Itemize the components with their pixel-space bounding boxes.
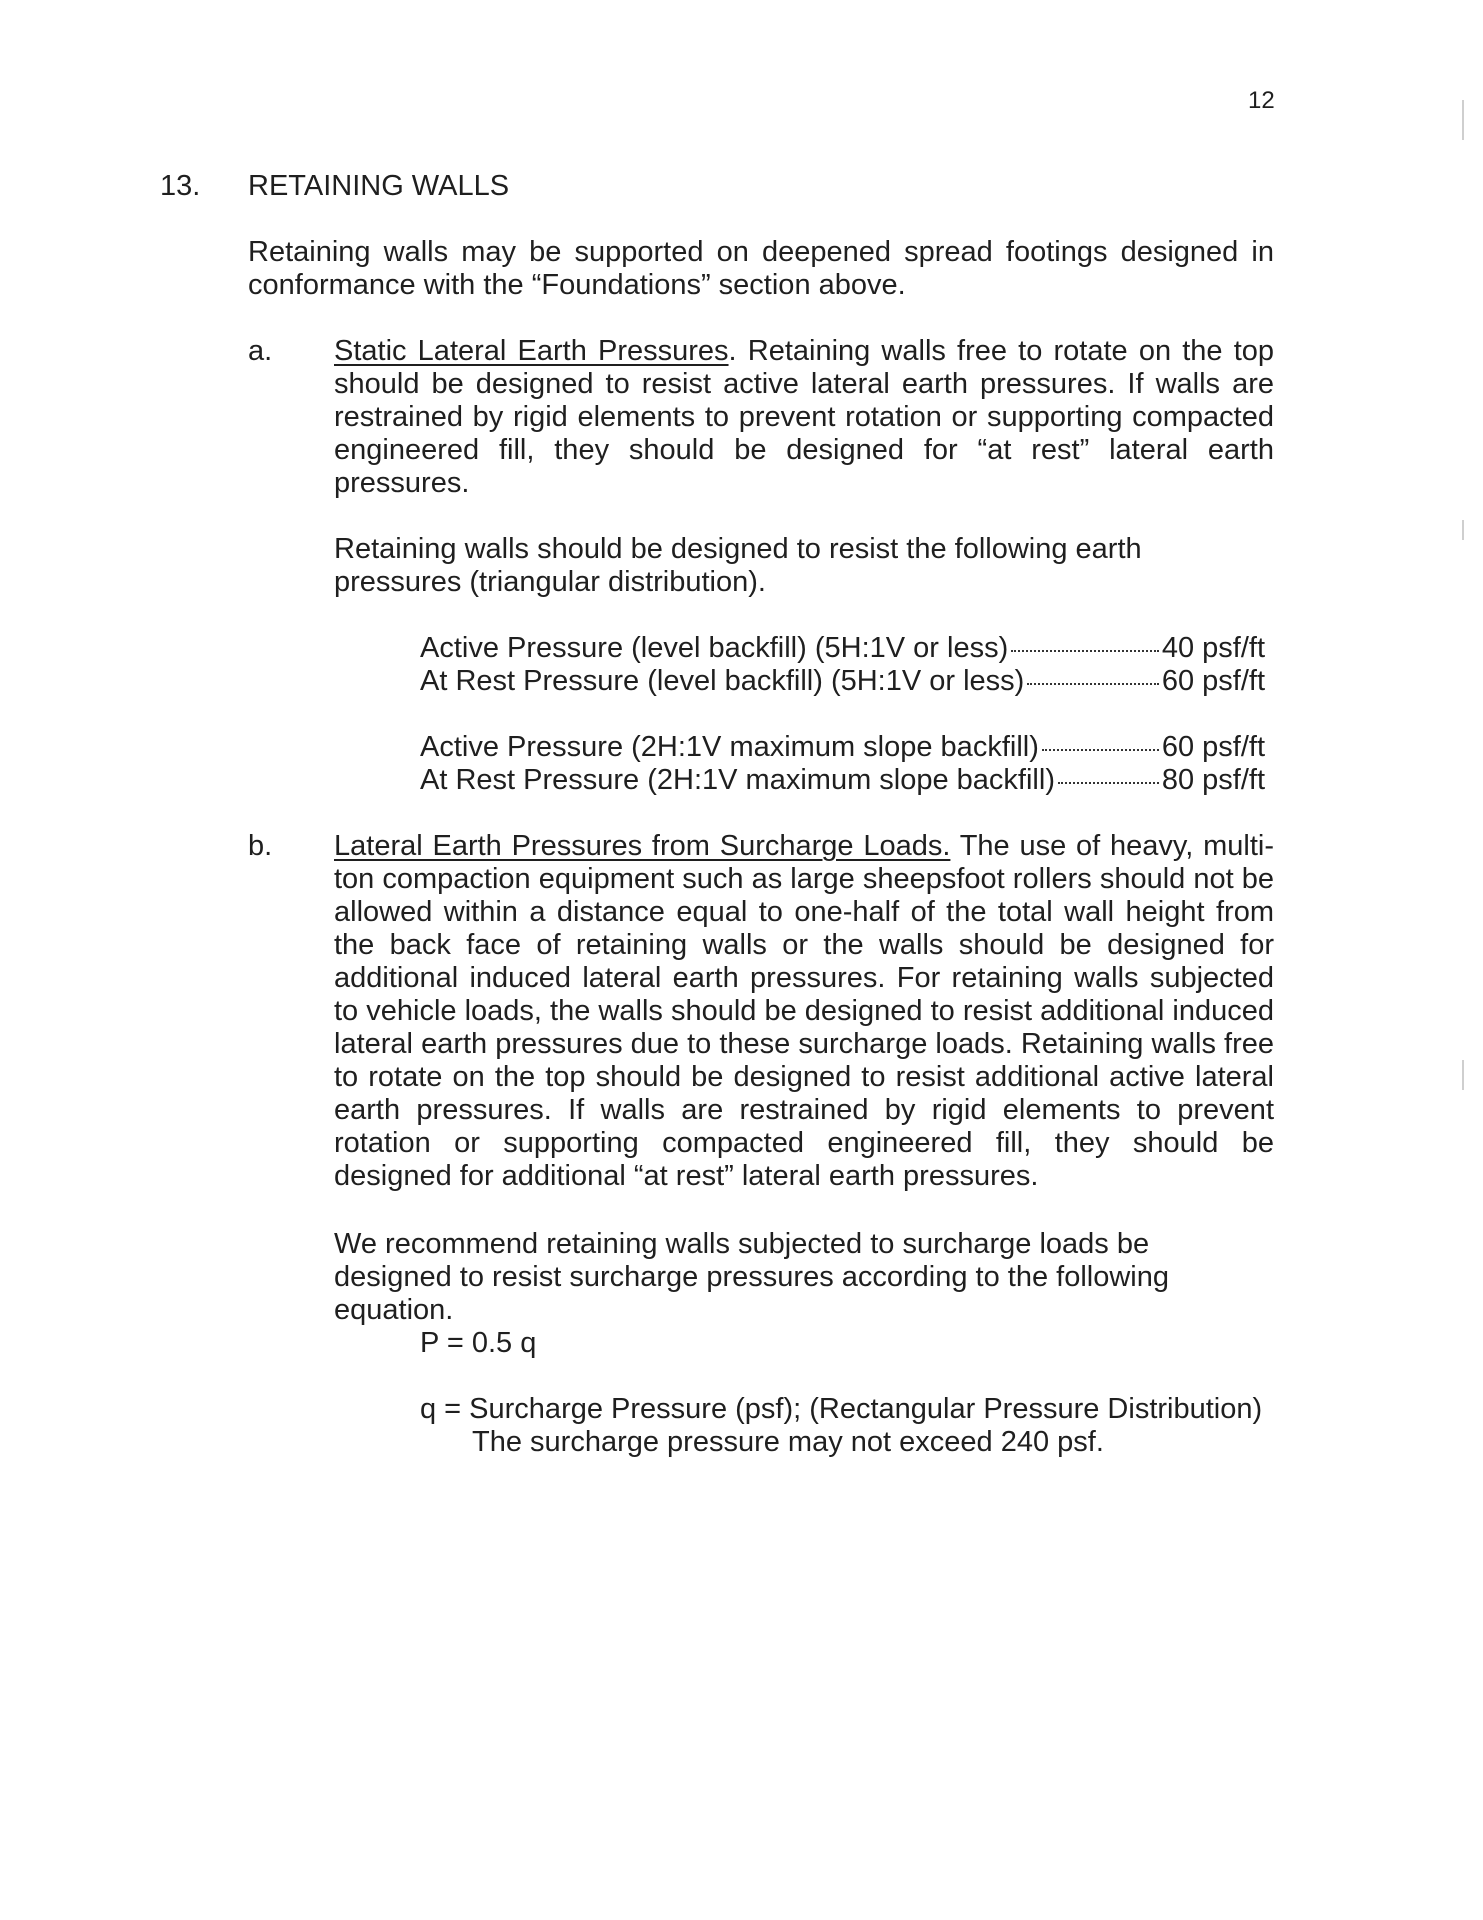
pressure-value: 40 psf/ft [1161,632,1265,664]
section-number: 13. [160,170,201,202]
scan-edge-mark [1462,100,1464,140]
pressure-label: At Rest Pressure (level backfill) (5H:1V or less) [420,665,1025,697]
leader-dots [1027,683,1158,685]
item-b-para2: We recommend retaining walls subjected to surcharge loads be designed to resist surcharge pressures according to the following equation. [334,1228,1170,1326]
page-number: 12 [1248,87,1275,114]
pressure-row [420,731,1265,764]
item-a-marker: a. [248,335,273,367]
equation-limit: The surcharge pressure may not exceed 240 psf. [472,1426,1104,1458]
item-a-heading: Static Lateral Earth Pressures [334,335,729,367]
pressure-label: Active Pressure (2H:1V maximum slope backfill) [420,731,1039,763]
section-intro: Retaining walls may be supported on deepened spread footings designed in conformance with the “Foundations” section above. [248,236,1274,301]
surcharge-equation: P = 0.5 q [420,1327,537,1359]
item-b-heading: Lateral Earth Pressures from Surcharge Loads. [334,830,951,862]
pressure-label: At Rest Pressure (2H:1V maximum slope backfill) [420,764,1055,796]
item-b-body: The use of heavy, multi-ton compaction equipment such as large sheepsfoot rollers should not be allowed within a distance equal to one-half of the total wall height from the back face of retaining walls or the walls should be designed for additional induced lateral earth pressures. For retaining walls subjected to vehicle loads, the walls should be designed to resist additional induced lateral earth pressures due to these surcharge loads. Retaining walls free to rotate on the top should be designed to resist additional active lateral earth pressures. If walls are restrained by rigid elements to prevent rotation or supporting compacted engineered fill, they should be designed for additional “at rest” lateral earth pressures. [334,830,1274,1192]
pressure-label: Active Pressure (level backfill) (5H:1V or less) [420,632,1009,664]
item-a-paragraph [334,335,1274,500]
pressure-value: 60 psf/ft [1161,665,1265,697]
pressure-row [420,632,1265,665]
pressure-row [420,764,1265,797]
leader-dots [1011,650,1159,652]
pressure-value: 60 psf/ft [1161,731,1265,763]
pressure-table-slope [420,731,1265,797]
scan-edge-mark [1462,520,1464,540]
item-a-heading-punct: . [728,335,737,367]
leader-dots [1042,749,1159,751]
equation-definition: q = Surcharge Pressure (psf); (Rectangular Pressure Distribution) [420,1393,1263,1425]
leader-dots [1058,782,1159,784]
item-a-body: Retaining walls free to rotate on the top should be designed to resist active lateral earth pressures. If walls are restrained by rigid elements to prevent rotation or supporting compacted engineered fill, they should be designed for “at rest” lateral earth pressures. [334,335,1275,499]
pressure-table-level [420,632,1265,698]
item-b-marker: b. [248,830,273,862]
scan-edge-mark [1462,1060,1464,1090]
section-title: RETAINING WALLS [248,170,510,202]
item-b-paragraph [334,830,1274,1193]
item-a-para2: Retaining walls should be designed to resist the following earth pressures (triangular distribution). [334,533,1142,598]
pressure-value: 80 psf/ft [1161,764,1265,796]
pressure-row [420,665,1265,698]
